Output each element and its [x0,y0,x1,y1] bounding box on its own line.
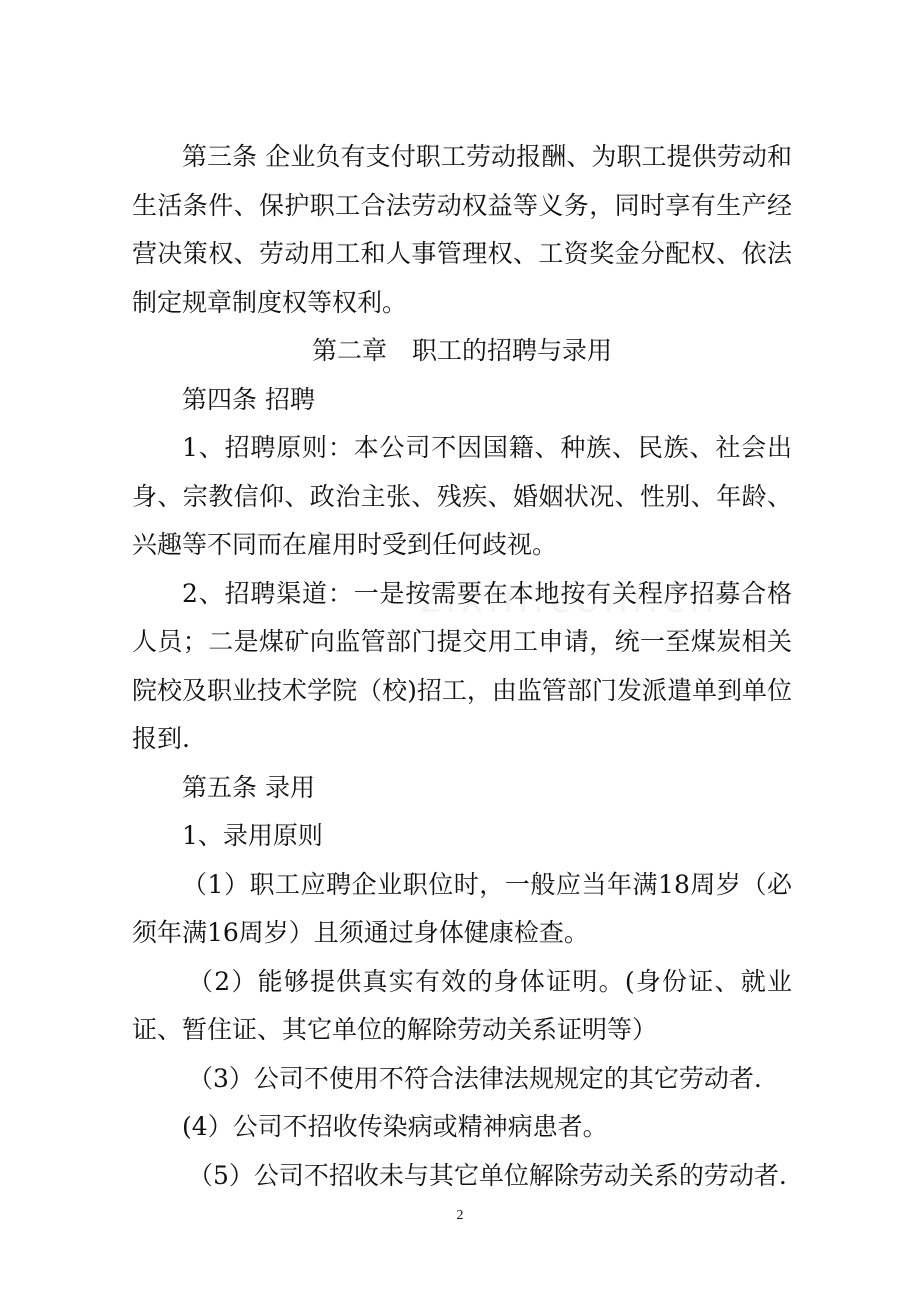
hiring-item-4: (4）公司不招收传染病或精神病患者。 [182,1112,608,1141]
hiring-principle-heading: 1、录用原则 [182,821,323,850]
hiring-item-1: （1）职工应聘企业职位时，一般应当年满18周岁（必须年满16周岁）且须通过身体健康检查。 [132,869,792,947]
article-3-paragraph: 第三条 企业负有支付职工劳动报酬、为职工提供劳动和生活条件、保护职工合法劳动权益等义务，同时享有生产经营决策权、劳动用工和人事管理权、工资奖金分配权、依法制定规章制度权等权利。 [132,142,792,317]
article-4-heading: 第四条 招聘 [182,384,315,414]
document-body [132,133,792,1200]
chapter-2-heading: 第二章 职工的招聘与录用 [311,336,612,365]
hiring-item-2: （2）能够提供真实有效的身体证明。(身份证、就业证、暂住证、其它单位的解除劳动关系证明等） [132,966,792,1044]
hiring-item-5: （5）公司不招收未与其它单位解除劳动关系的劳动者. [188,1160,787,1190]
page-number: 2 [456,1208,464,1223]
recruitment-channel-paragraph: 2、招聘渠道：一是按需要在本地按有关程序招募合格人员；二是煤矿向监管部门提交用工申请，统一至煤炭相关院校及职业技术学院（校)招工，由监管部门发派遣单到单位报到. [132,578,792,753]
article-5-heading: 第五条 录用 [182,772,315,802]
recruitment-principle-paragraph: 1、招聘原则：本公司不因国籍、种族、民族、社会出身、宗教信仰、政治主张、残疾、婚姻状况、性别、年龄、兴趣等不同而在雇用时受到任何歧视。 [132,433,792,559]
hiring-item-3: （3）公司不使用不符合法律法规规定的其它劳动者. [188,1063,762,1093]
